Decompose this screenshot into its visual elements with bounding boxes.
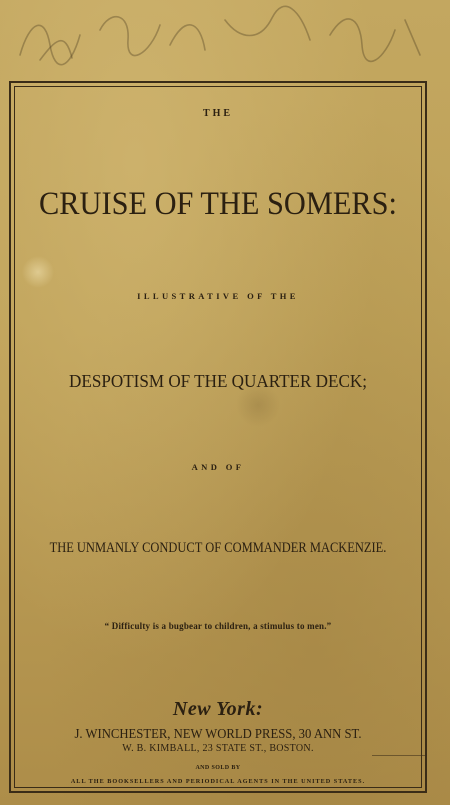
imprint-rule: [372, 755, 427, 756]
subtitle-unmanly-conduct: THE UNMANLY CONDUCT OF COMMANDER MACKENZIE.: [49, 540, 387, 556]
imprint-city: New York:: [172, 698, 264, 720]
subtitle-and-of: AND OF: [191, 462, 245, 472]
subtitle-despotism: DESPOTISM OF THE QUARTER DECK;: [69, 371, 367, 391]
imprint-seller: W. B. KIMBALL, 23 STATE ST., BOSTON.: [122, 743, 314, 754]
title-article: THE: [202, 108, 234, 119]
imprint-publisher: J. WINCHESTER, NEW WORLD PRESS, 30 ANN ST.: [74, 726, 362, 741]
epigraph: “ Difficulty is a bugbear to children, a stimulus to men.”: [104, 621, 332, 631]
handwritten-scribble: [10, 0, 430, 80]
imprint-agents: ALL THE BOOKSELLERS AND PERIODICAL AGENTS IN THE UNITED STATES.: [70, 778, 366, 785]
page-title: CRUISE OF THE SOMERS:: [39, 186, 397, 222]
subtitle-illustrative: ILLUSTRATIVE OF THE: [137, 291, 299, 301]
imprint-and-sold-by: AND SOLD BY: [195, 765, 241, 771]
